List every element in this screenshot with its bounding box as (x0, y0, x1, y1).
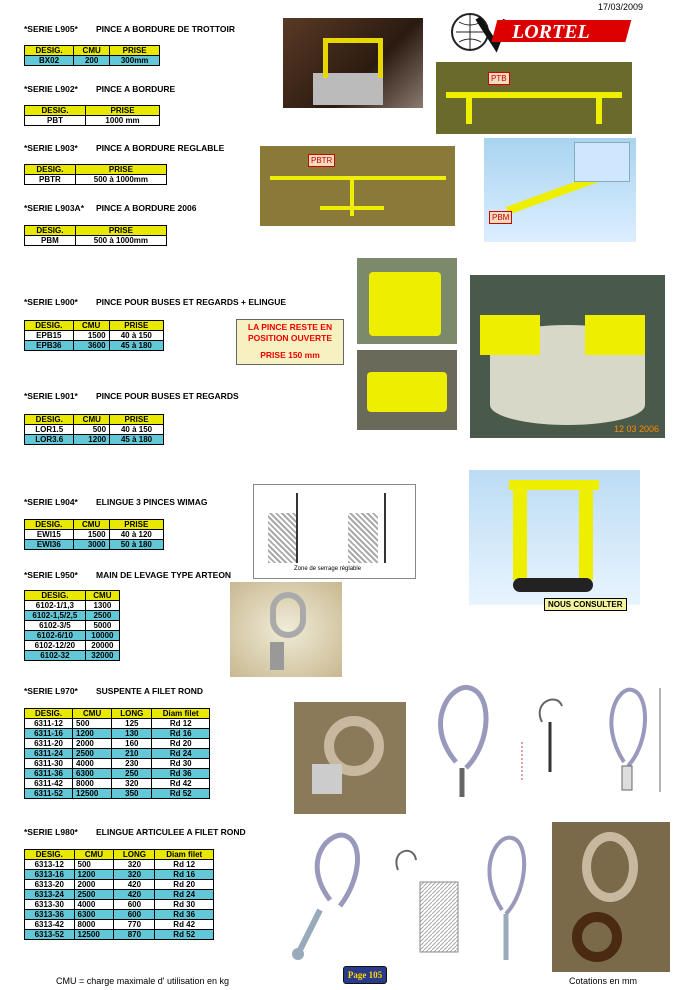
label-ptb: PTB (488, 72, 510, 85)
svg-text:LORTEL: LORTEL (512, 21, 590, 43)
table-l980: DESIG. CMU LONG Diam filet 6313-12 500 320 Rd 12 6313-16 1200 320 Rd 16 6313-20 2000 420 Rd 20 6313-24 2500 420 Rd 24 6313-30 4000 600 Rd 30 6313-36 6300 600 Rd 36 6313-42 8000 770 Rd 42 6313-52 12500 870 Rd 52 (24, 849, 214, 940)
photo-pipe-clamp: 12 03 2006 (470, 275, 665, 438)
photo-ptb (436, 62, 632, 134)
photo-curb-clamp (283, 18, 423, 108)
photo-pbm (484, 138, 636, 242)
diagram-l970-sling (422, 682, 692, 812)
photo-arteon-hand (230, 582, 342, 677)
photo-rope-sling (294, 702, 406, 814)
serie-l950-title: *SERIE L950* MAIN DE LEVAGE TYPE ARTEON (24, 570, 232, 580)
serie-l901-title: *SERIE L901* PINCE POUR BUSES ET REGARDS (24, 391, 239, 401)
table-l902: DESIG. PRISE PBT 1000 mm (24, 105, 160, 126)
label-nous-consulter: NOUS CONSULTER (544, 598, 627, 611)
serie-l905-title: *SERIE L905* PINCE A BORDURE DE TROTTOIR (24, 24, 235, 34)
photo-clamp-side (357, 350, 457, 430)
table-l900: DESIG. CMU PRISE EPB15 1500 40 à 150 EPB36 3600 45 à 180 (24, 320, 164, 351)
diagram-l980-sling (280, 830, 550, 970)
table-l950: DESIG. CMU 6102-1/1,3 1300 6102-1,5/2,5 2500 6102-3/5 5000 6102-6/10 10000 6102-12/20 20000 6102-32 32000 (24, 590, 120, 661)
photo-articulated-sling (552, 822, 670, 972)
table-l903a: DESIG. PRISE PBM 500 à 1000mm (24, 225, 167, 246)
note-open-position: LA PINCE RESTE EN POSITION OUVERTE PRISE 150 mm (236, 319, 344, 365)
serie-l980-title: *SERIE L980* ELINGUE ARTICULEE A FILET ROND (24, 827, 246, 837)
serie-l902-title: *SERIE L902* PINCE A BORDURE (24, 84, 176, 94)
photo-wimag (469, 470, 640, 605)
table-l901: DESIG. CMU PRISE LOR1.5 500 40 à 150 LOR3.6 1200 45 à 180 (24, 414, 164, 445)
serie-l903a-title: *SERIE L903A* PINCE A BORDURE 2006 (24, 203, 197, 213)
table-l970: DESIG. CMU LONG Diam filet 6311-12 500 125 Rd 12 6311-16 1200 130 Rd 16 6311-20 2000 160 Rd 20 6311-24 2500 210 Rd 24 6311-30 4000 230 Rd 30 6311-36 6300 250 Rd 36 6311-42 8000 320 Rd 42 6311-52 12500 350 Rd 52 (24, 708, 210, 799)
photo-pbtr (260, 146, 455, 226)
serie-l903-title: *SERIE L903* PINCE A BORDURE REGLABLE (24, 143, 225, 153)
page-number-badge: Page 105 (343, 966, 387, 984)
label-pbtr: PBTR (308, 154, 335, 167)
label-pbm: PBM (489, 211, 512, 224)
serie-l904-title: *SERIE L904* ELINGUE 3 PINCES WIMAG (24, 497, 208, 507)
lortel-logo (448, 10, 638, 54)
photo-clamp-open (357, 258, 457, 344)
serie-l970-title: *SERIE L970* SUSPENTE A FILET ROND (24, 686, 204, 696)
table-l903: DESIG. PRISE PBTR 500 à 1000mm (24, 164, 167, 185)
footer-cmu-note: CMU = charge maximale d' utilisation en kg (56, 976, 230, 986)
serie-l900-title: *SERIE L900* PINCE POUR BUSES ET REGARDS + ELINGUE (24, 297, 287, 307)
table-l904: DESIG. CMU PRISE EWI15 1500 40 à 120 EWI36 3000 50 à 180 (24, 519, 164, 550)
document-date: 17/03/2009 (598, 2, 644, 12)
footer-cotations: Cotations en mm (569, 976, 638, 986)
table-l905: DESIG. CMU PRISE BX02 200 300mm (24, 45, 160, 66)
diagram-wimag-clamps: Zone de serrage réglable (253, 484, 416, 579)
